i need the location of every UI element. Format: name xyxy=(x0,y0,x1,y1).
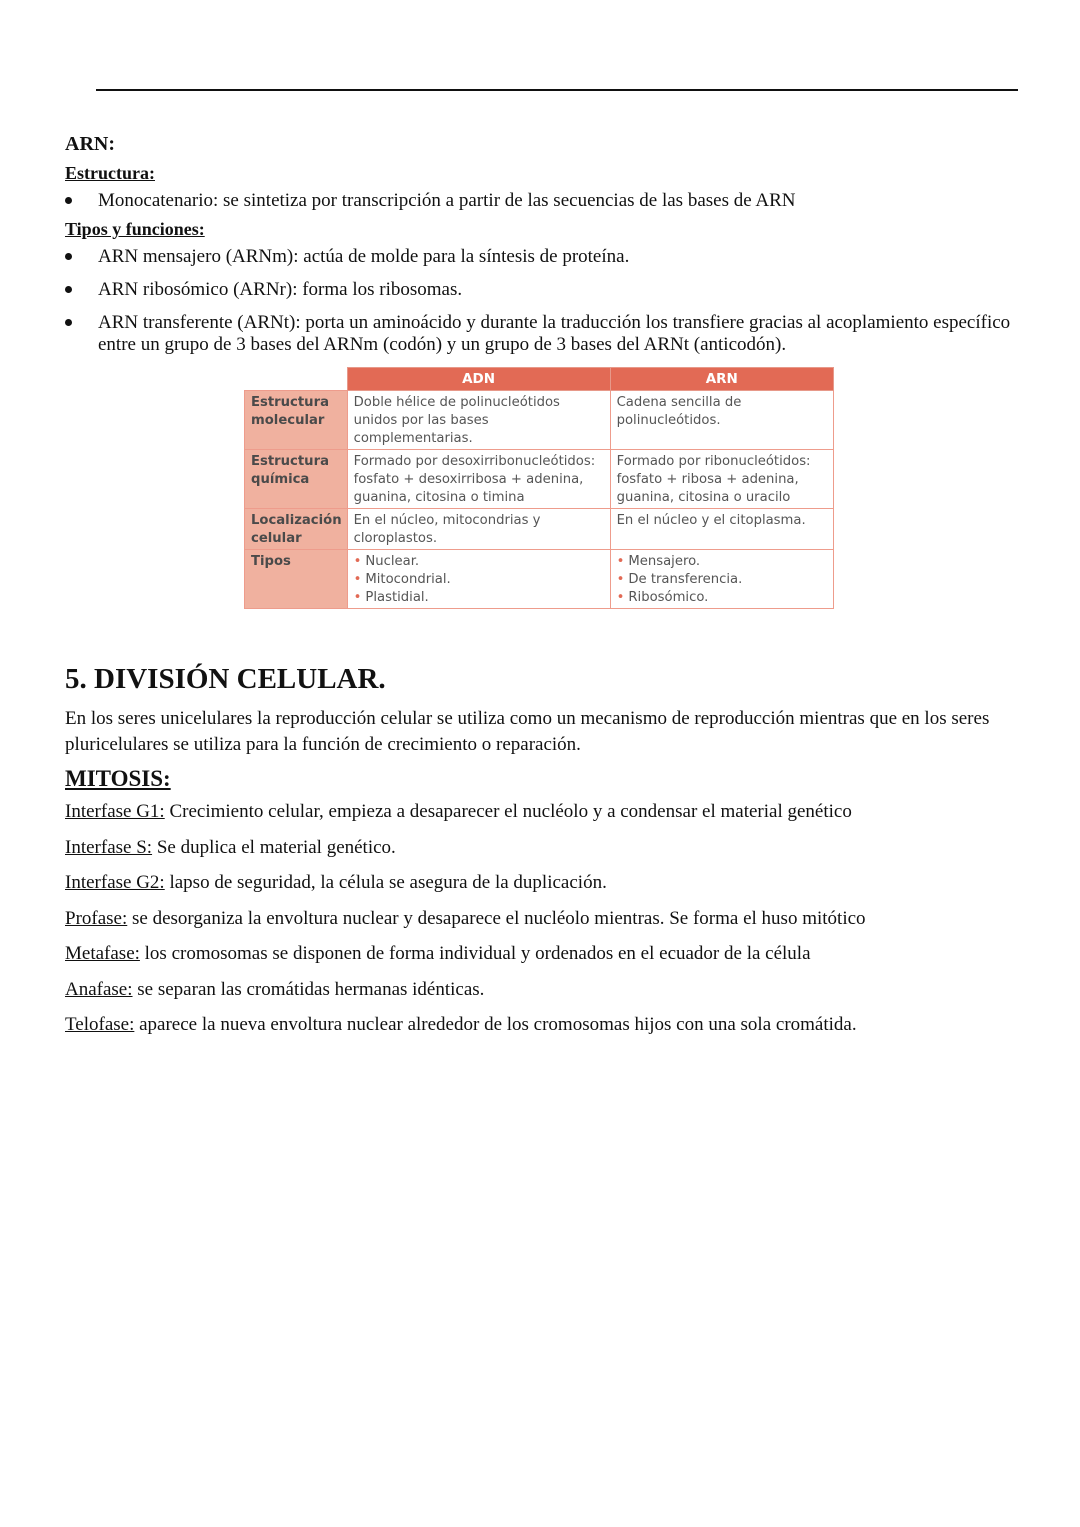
arn-cell-line: En el núcleo y el citoplasma. xyxy=(616,513,806,528)
arn-type-text: De transferencia. xyxy=(628,572,743,587)
bullet-icon: • xyxy=(616,572,625,587)
adn-type-text: Plastidial. xyxy=(365,590,429,605)
arn-type-item xyxy=(617,589,828,607)
adn-cell-line: cloroplastos. xyxy=(353,531,438,546)
section-title: 5. DIVISIÓN CELULAR. xyxy=(65,663,386,695)
row-label-line: Estructura xyxy=(251,454,329,469)
phase-label: Interfase S: xyxy=(65,836,153,858)
row-label xyxy=(245,509,348,550)
row-label-line: química xyxy=(251,472,310,487)
adn-type-item xyxy=(354,589,605,607)
phase-text: se desorganiza la envoltura nuclear y desaparece el nucléolo mientras. Se forma el huso mitótico xyxy=(127,907,866,929)
bullet-icon xyxy=(65,319,72,326)
arn-cell xyxy=(610,450,833,509)
adn-cell-line: guanina, citosina o timina xyxy=(353,490,525,505)
phase-text: Crecimiento celular, empieza a desaparecer el nucléolo y a condensar el material genético xyxy=(164,801,852,822)
table-header-row xyxy=(245,368,834,391)
phase-label: Anafase: xyxy=(65,978,133,1000)
phase-label: Metafase: xyxy=(65,943,140,964)
adn-cell-line: En el núcleo, mitocondrias y xyxy=(353,513,541,528)
arn-cell-line: Formado por ribonucleótidos: xyxy=(616,454,811,469)
section-intro: En los seres unicelulares la reproducción celular se utiliza como un mecanismo de reproducción mientras que en los seres pluricelulares se utiliza para la función de crecimiento o reparación. xyxy=(65,708,990,755)
phase-text: lapso de seguridad, la célula se asegura de la duplicación. xyxy=(164,872,607,893)
adn-cell xyxy=(347,550,610,609)
mitosis-title: MITOSIS: xyxy=(65,766,171,791)
adn-cell-line: Doble hélice de polinucleótidos xyxy=(353,395,560,410)
bullet-icon: • xyxy=(353,590,362,605)
page-content xyxy=(65,132,1015,1049)
arn-type-item xyxy=(617,571,828,589)
arn-cell-line: guanina, citosina o uracilo xyxy=(616,490,791,505)
adn-type-text: Nuclear. xyxy=(365,554,420,569)
phase-item xyxy=(65,942,1015,966)
mitosis-phases xyxy=(65,800,1015,1037)
table-body xyxy=(245,391,834,609)
estructura-label: Estructura: xyxy=(65,163,155,183)
phase-item xyxy=(65,871,1015,895)
list-item xyxy=(65,279,1015,301)
arn-type-text: Ribosómico. xyxy=(628,590,709,605)
arn-cell-line: Cadena sencilla de xyxy=(616,395,742,410)
comparison-table-wrapper xyxy=(244,367,834,609)
arn-heading: ARN: xyxy=(65,133,115,155)
phase-item xyxy=(65,907,1015,931)
table-corner xyxy=(245,368,348,391)
row-label-line: molecular xyxy=(251,413,325,428)
adn-cell xyxy=(347,391,610,450)
table-row xyxy=(245,450,834,509)
adn-type-item xyxy=(354,553,605,571)
table-row xyxy=(245,391,834,450)
adn-arn-comparison-table xyxy=(244,367,834,609)
bullet-icon: • xyxy=(616,554,625,569)
estructura-list xyxy=(65,190,1015,212)
header-arn: ARN xyxy=(610,368,833,391)
arn-type-item xyxy=(617,553,828,571)
top-rule xyxy=(96,89,1018,91)
phase-item xyxy=(65,800,1015,824)
row-label xyxy=(245,450,348,509)
list-item xyxy=(65,190,1015,212)
adn-type-text: Mitocondrial. xyxy=(365,572,451,587)
bullet-icon: • xyxy=(353,554,362,569)
list-item-text: Monocatenario: se sintetiza por transcripción a partir de las secuencias de las bases de ARN xyxy=(98,190,796,211)
tipos-label: Tipos y funciones: xyxy=(65,219,205,239)
phase-item xyxy=(65,1013,1015,1037)
table-row xyxy=(245,509,834,550)
list-item-text: ARN transferente (ARNt): porta un aminoácido y durante la traducción los transfiere gracias al acoplamiento específico entre un grupo de 3 bases del ARNm (codón) y un grupo de 3 bases del ARNt (anticodón). xyxy=(98,312,1011,355)
row-label-line: celular xyxy=(251,531,302,546)
bullet-icon xyxy=(65,197,72,204)
bullet-icon: • xyxy=(616,590,625,605)
tipos-list xyxy=(65,246,1015,356)
header-adn: ADN xyxy=(347,368,610,391)
list-item xyxy=(65,246,1015,268)
adn-cell-line: unidos por las bases complementarias. xyxy=(353,413,489,446)
list-item-text: ARN ribosómico (ARNr): forma los ribosomas. xyxy=(98,279,463,300)
row-label xyxy=(245,550,348,609)
table-row xyxy=(245,550,834,609)
list-item-text: ARN mensajero (ARNm): actúa de molde para la síntesis de proteína. xyxy=(98,246,630,267)
adn-cell xyxy=(347,450,610,509)
phase-text: los cromosomas se disponen de forma individual y ordenados en el ecuador de la célula xyxy=(139,943,811,964)
bullet-icon: • xyxy=(353,572,362,587)
phase-item xyxy=(65,978,1015,1002)
adn-cell xyxy=(347,509,610,550)
adn-cell-line: fosfato + desoxirribosa + adenina, xyxy=(353,472,584,487)
phase-label: Interfase G1: xyxy=(65,801,165,822)
phase-label: Telofase: xyxy=(65,1014,135,1035)
arn-cell xyxy=(610,550,833,609)
bullet-icon xyxy=(65,286,72,293)
phase-text: Se duplica el material genético. xyxy=(152,836,396,858)
arn-cell-line: polinucleótidos. xyxy=(616,413,721,428)
adn-type-item xyxy=(354,571,605,589)
phase-label: Interfase G2: xyxy=(65,872,165,893)
arn-type-text: Mensajero. xyxy=(628,554,701,569)
adn-cell-line: Formado por desoxirribonucleótidos: xyxy=(353,454,596,469)
row-label-line: Estructura xyxy=(251,395,329,410)
arn-cell-line: fosfato + ribosa + adenina, xyxy=(616,472,799,487)
phase-item xyxy=(65,836,1015,860)
phase-text: aparece la nueva envoltura nuclear alrededor de los cromosomas hijos con una sola cromátida. xyxy=(134,1014,857,1035)
row-label xyxy=(245,391,348,450)
row-label-line: Localización xyxy=(251,513,342,528)
phase-text: se separan las cromátidas hermanas idénticas. xyxy=(132,978,485,1000)
row-label-line: Tipos xyxy=(251,554,291,569)
phase-label: Profase: xyxy=(65,907,128,929)
bullet-icon xyxy=(65,253,72,260)
arn-cell xyxy=(610,391,833,450)
list-item xyxy=(65,312,1015,356)
arn-cell xyxy=(610,509,833,550)
